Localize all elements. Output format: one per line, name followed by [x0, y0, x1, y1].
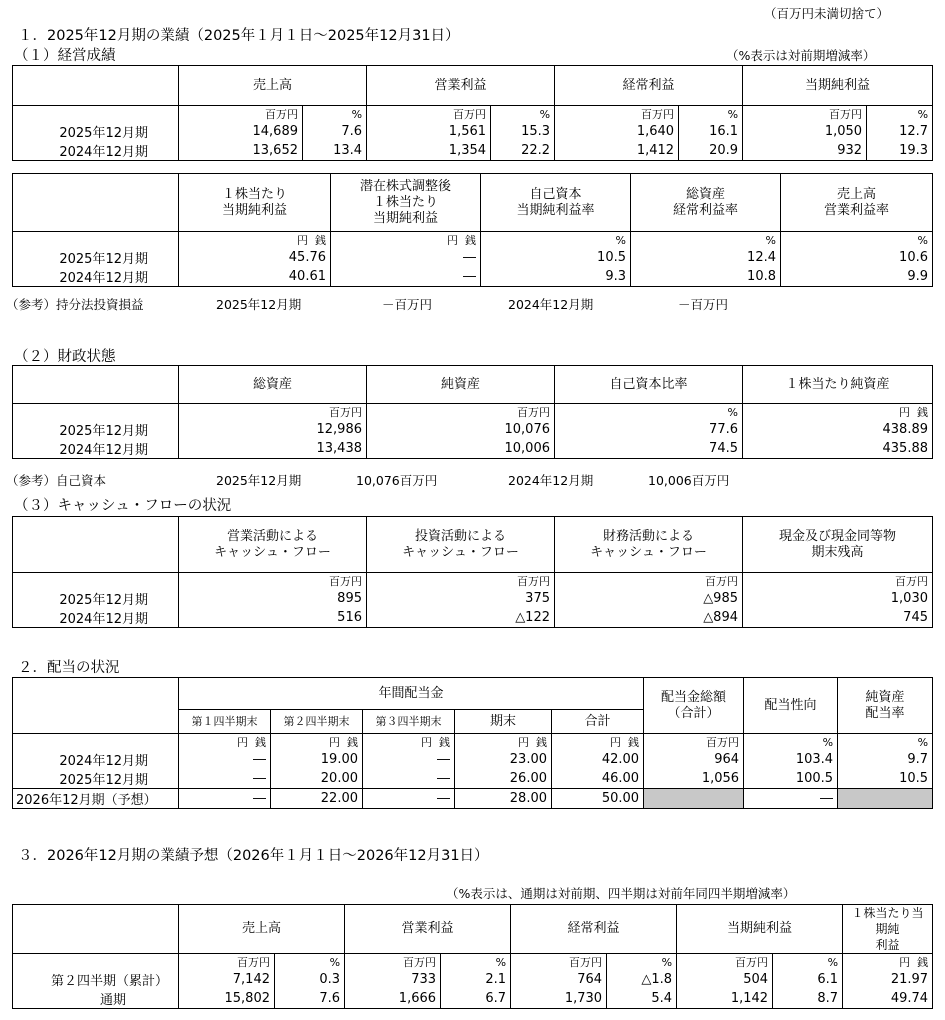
ref-value: 10,076百万円: [356, 473, 438, 488]
cell: 2.1: [441, 970, 511, 989]
unit-label: %: [631, 232, 781, 249]
row-label: 2025年12月期: [13, 769, 179, 789]
table-row: [13, 420, 933, 439]
row-label: 通期: [13, 989, 179, 1009]
cell: 10.5: [838, 769, 933, 789]
unit-label: 百万円: [367, 404, 555, 421]
ref-value: －百万円: [382, 297, 433, 312]
corner-cell: [13, 366, 179, 404]
col-header: 第１四半期末: [179, 710, 271, 734]
unit-label: 百万円: [743, 106, 867, 123]
corner-cell: [13, 66, 179, 106]
col-header: 経常利益: [555, 66, 743, 106]
unit-label: 百万円: [367, 106, 491, 123]
cell: 745: [743, 608, 933, 628]
per-share-table: [12, 173, 933, 287]
unit-label: 百万円: [179, 573, 367, 590]
col-header: 第３四半期末: [363, 710, 455, 734]
ref-period: 2025年12月期: [216, 473, 302, 488]
unit-label: 銭: [536, 736, 547, 749]
corner-cell: [13, 678, 179, 734]
cell: 21.97: [843, 970, 933, 989]
unit-label: %: [441, 954, 511, 971]
col-header: 自己資本 当期純利益率: [481, 174, 631, 232]
cell: 438.89: [743, 420, 933, 439]
cell: 16.1: [679, 122, 743, 141]
unit-label: 円: [447, 234, 458, 247]
cell: 6.7: [441, 989, 511, 1009]
table-row: [13, 989, 933, 1009]
cell: 50.00: [552, 789, 644, 809]
unit-label: 百万円: [345, 954, 441, 971]
cell: 19.00: [271, 750, 363, 769]
unit-label: 銭: [917, 406, 928, 419]
corner-cell: [13, 174, 179, 232]
col-header: 当期純利益: [677, 905, 843, 954]
col-header: 自己資本比率: [555, 366, 743, 404]
col-header: 当期純利益: [743, 66, 933, 106]
row-label: 2025年12月期: [13, 122, 179, 141]
col-header: 売上高: [179, 66, 367, 106]
financial-position-title: （２）財政状態: [14, 349, 116, 365]
unit-label: %: [491, 106, 555, 123]
section-1-title: １．2025年12月期の業績（2025年１月１日～2025年12月31日）: [18, 28, 460, 44]
ref-value: 10,006百万円: [648, 473, 730, 488]
cell: 46.00: [552, 769, 644, 789]
col-header: 第２四半期末: [271, 710, 363, 734]
cell: 1,640: [555, 122, 679, 141]
cell: 14,689: [179, 122, 303, 141]
col-header: 投資活動による キャッシュ・フロー: [367, 517, 555, 573]
cell: 9.7: [838, 750, 933, 769]
cell: 45.76: [179, 248, 331, 267]
unit-label: 百万円: [555, 106, 679, 123]
table-row: [13, 750, 933, 769]
unit-label: %: [303, 106, 367, 123]
ref-period: 2024年12月期: [508, 297, 594, 312]
cell: 516: [179, 608, 367, 628]
unit-label: 銭: [439, 736, 450, 749]
cell: 10,006: [367, 439, 555, 459]
cell: ―: [179, 750, 271, 769]
cell: 932: [743, 141, 867, 161]
unit-label: %: [481, 232, 631, 249]
cash-flow-title: （３）キャッシュ・フローの状況: [14, 498, 232, 514]
row-label: 2025年12月期: [13, 420, 179, 439]
unit-label: %: [679, 106, 743, 123]
col-header: 経常利益: [511, 905, 677, 954]
cell: 1,142: [677, 989, 773, 1009]
ref-value: －百万円: [678, 297, 729, 312]
cell: 1,030: [743, 589, 933, 608]
unit-label: %: [555, 404, 743, 421]
col-header: １株当たり 当期純利益: [179, 174, 331, 232]
cell: 8.7: [773, 989, 843, 1009]
cell: △1.8: [607, 970, 677, 989]
corner-cell: [13, 905, 179, 954]
cell: 15,802: [179, 989, 275, 1009]
col-header: 純資産: [367, 366, 555, 404]
unit-label: 百万円: [555, 573, 743, 590]
forecast-table: [12, 904, 933, 1009]
col-header: １株当たり純資産: [743, 366, 933, 404]
operating-results-title: （１）経営成績: [14, 48, 116, 64]
unit-label: 百万円: [179, 404, 367, 421]
cell: 10.8: [631, 267, 781, 287]
cell: 74.5: [555, 439, 743, 459]
ref-period: 2025年12月期: [216, 297, 302, 312]
cell: 13,652: [179, 141, 303, 161]
col-header: 売上高: [179, 905, 345, 954]
cell: 12.7: [867, 122, 933, 141]
cell: ―: [363, 789, 455, 809]
col-header: 売上高 営業利益率: [781, 174, 933, 232]
col-header: 配当金総額 （合計）: [644, 678, 744, 734]
unit-label: %: [838, 734, 933, 751]
cell: ―: [363, 750, 455, 769]
col-header: 年間配当金: [179, 678, 644, 710]
operating-results-table: [12, 65, 933, 161]
cell: 375: [367, 589, 555, 608]
unit-label: 円: [421, 736, 432, 749]
cell: 1,561: [367, 122, 491, 141]
cell: 42.00: [552, 750, 644, 769]
unit-label: 円: [899, 406, 910, 419]
unit-label: %: [773, 954, 843, 971]
cell: 40.61: [179, 267, 331, 287]
col-header: 配当性向: [744, 678, 838, 734]
unit-label: 銭: [255, 736, 266, 749]
cell: 504: [677, 970, 773, 989]
row-label: 2024年12月期: [13, 750, 179, 769]
cell: ―: [744, 789, 838, 809]
cell: 100.5: [744, 769, 838, 789]
cell: 103.4: [744, 750, 838, 769]
table-row: [13, 608, 933, 628]
table-row: [13, 589, 933, 608]
forecast-note: （%表示は、通期は対前期、四半期は対前年同四半期増減率）: [446, 886, 796, 901]
col-header: 営業活動による キャッシュ・フロー: [179, 517, 367, 573]
unit-label: 百万円: [179, 106, 303, 123]
dividends-title: ２．配当の状況: [18, 660, 120, 676]
unit-label: 円: [297, 234, 308, 247]
cell: 22.2: [491, 141, 555, 161]
col-header: 営業利益: [345, 905, 511, 954]
unit-label: 円: [899, 956, 911, 969]
cell: 6.1: [773, 970, 843, 989]
cell: 7.6: [275, 989, 345, 1009]
cell: 7.6: [303, 122, 367, 141]
row-label: 2026年12月期（予想）: [13, 789, 179, 809]
cell: 49.74: [843, 989, 933, 1009]
cell: 19.3: [867, 141, 933, 161]
row-label: 2024年12月期: [13, 608, 179, 628]
cell: 13,438: [179, 439, 367, 459]
cell: △894: [555, 608, 743, 628]
cell: 1,056: [644, 769, 744, 789]
col-header: 潜在株式調整後 １株当たり 当期純利益: [331, 174, 481, 232]
col-header: 期末: [455, 710, 552, 734]
equity-note: （参考）自己資本: [6, 473, 107, 488]
cell: 20.00: [271, 769, 363, 789]
col-header: 営業利益: [367, 66, 555, 106]
cell: 12,986: [179, 420, 367, 439]
unit-label: %: [781, 232, 933, 249]
percentage-note: （%表示は対前期増減率）: [726, 48, 876, 63]
unit-label: %: [744, 734, 838, 751]
unit-label: %: [867, 106, 933, 123]
cell: 20.9: [679, 141, 743, 161]
cell: 15.3: [491, 122, 555, 141]
row-label: 2024年12月期: [13, 141, 179, 161]
cell: 1,050: [743, 122, 867, 141]
unit-label: 百万円: [179, 954, 275, 971]
corner-cell: [13, 517, 179, 573]
cell: 7,142: [179, 970, 275, 989]
cell: 12.4: [631, 248, 781, 267]
cell: 1,730: [511, 989, 607, 1009]
dividends-table: [12, 677, 933, 809]
cell: ―: [331, 248, 481, 267]
row-label: 2024年12月期: [13, 439, 179, 459]
cell: ―: [331, 267, 481, 287]
row-label: 2024年12月期: [13, 267, 179, 287]
forecast-title: ３．2026年12月期の業績予想（2026年１月１日～2026年12月31日）: [18, 848, 489, 864]
cell: 9.9: [781, 267, 933, 287]
shaded-cell: [838, 789, 933, 809]
unit-label: 百万円: [743, 573, 933, 590]
cell: 10.6: [781, 248, 933, 267]
unit-label: 銭: [465, 234, 476, 247]
col-header: 総資産: [179, 366, 367, 404]
unit-label: 銭: [315, 234, 326, 247]
table-row: [13, 439, 933, 459]
cell: 23.00: [455, 750, 552, 769]
shaded-cell: [644, 789, 744, 809]
cell: 5.4: [607, 989, 677, 1009]
unit-label: 百万円: [677, 954, 773, 971]
unit-label: 円: [237, 736, 248, 749]
unit-label: 百万円: [644, 734, 744, 751]
cell: 10.5: [481, 248, 631, 267]
unit-label: 銭: [347, 736, 358, 749]
col-header: 合計: [552, 710, 644, 734]
row-label: 2025年12月期: [13, 248, 179, 267]
cell: ―: [363, 769, 455, 789]
cell: 9.3: [481, 267, 631, 287]
row-label: 2025年12月期: [13, 589, 179, 608]
cell: 77.6: [555, 420, 743, 439]
table-row: [13, 769, 933, 789]
cell: 1,354: [367, 141, 491, 161]
cell: ―: [179, 789, 271, 809]
cell: 22.00: [271, 789, 363, 809]
unit-label: 円: [518, 736, 529, 749]
unit-label: 百万円: [367, 573, 555, 590]
cell: 1,666: [345, 989, 441, 1009]
cell: 733: [345, 970, 441, 989]
col-header: 現金及び現金同等物 期末残高: [743, 517, 933, 573]
cell: 1,412: [555, 141, 679, 161]
equity-method-note: （参考）持分法投資損益: [6, 297, 144, 312]
cell: △122: [367, 608, 555, 628]
col-header: １株当たり当期純 利益: [843, 905, 933, 954]
cell: ―: [179, 769, 271, 789]
col-header: 財務活動による キャッシュ・フロー: [555, 517, 743, 573]
unit-label: %: [607, 954, 677, 971]
table-row: [13, 248, 933, 267]
col-header: 純資産 配当率: [838, 678, 933, 734]
table-row: [13, 789, 933, 809]
unit-label: 円: [329, 736, 340, 749]
cell: 13.4: [303, 141, 367, 161]
financial-position-table: [12, 365, 933, 459]
unit-label: 銭: [917, 956, 929, 969]
table-row: [13, 267, 933, 287]
col-header: 総資産 経常利益率: [631, 174, 781, 232]
table-row: [13, 970, 933, 989]
table-row: [13, 122, 933, 141]
cell: 28.00: [455, 789, 552, 809]
unit-label: 百万円: [511, 954, 607, 971]
cell: 26.00: [455, 769, 552, 789]
cell: 0.3: [275, 970, 345, 989]
cell: 895: [179, 589, 367, 608]
row-label: 第２四半期（累計）: [13, 970, 179, 989]
cell: △985: [555, 589, 743, 608]
cell: 764: [511, 970, 607, 989]
unit-label: 銭: [628, 736, 640, 749]
ref-period: 2024年12月期: [508, 473, 594, 488]
rounding-note: （百万円未満切捨て）: [764, 6, 890, 21]
unit-label: %: [275, 954, 345, 971]
unit-label: 円: [610, 736, 622, 749]
table-row: [13, 141, 933, 161]
cell: 10,076: [367, 420, 555, 439]
cell: 435.88: [743, 439, 933, 459]
cell: 964: [644, 750, 744, 769]
cash-flow-table: [12, 516, 933, 628]
